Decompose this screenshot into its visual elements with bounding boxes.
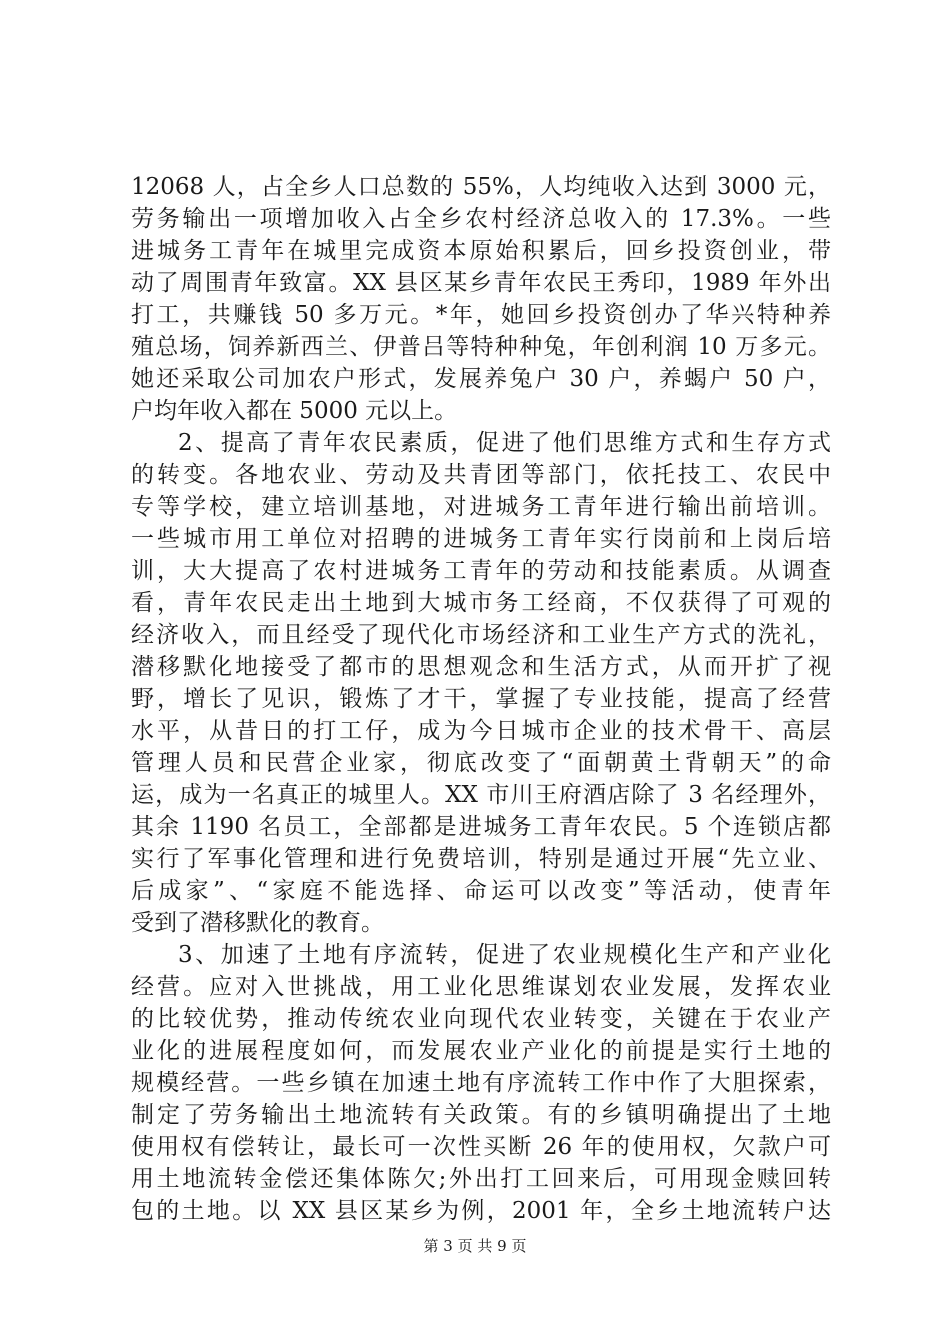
paragraph-line: 的转变。各地农业、劳动及共青团等部门，依托技工、农民中 [131, 462, 831, 488]
paragraph-line: 使用权有偿转让，最长可一次性买断 26 年的使用权，欠款户可 [131, 1134, 831, 1160]
paragraph-line: 包的土地。以 XX 县区某乡为例，2001 年，全乡土地流转户达 [131, 1198, 831, 1224]
paragraph-line: 12068 人，占全乡人口总数的 55%，人均纯收入达到 3000 元， [131, 174, 831, 200]
page-number-footer: 第 3 页 共 9 页 [423, 1237, 527, 1255]
paragraph-line: 她还采取公司加农户形式，发展养兔户 30 户，养蝎户 50 户， [131, 366, 831, 392]
paragraph-line: 动了周围青年致富。XX 县区某乡青年农民王秀印，1989 年外出 [131, 270, 831, 296]
paragraph-line: 后成家”、“家庭不能选择、命运可以改变”等活动，使青年 [131, 878, 831, 904]
paragraph-line: 殖总场，饲养新西兰、伊普吕等特种种兔，年创利润 10 万多元。 [131, 334, 831, 360]
paragraph-line: 的比较优势，推动传统农业向现代农业转变，关键在于农业产 [131, 1006, 831, 1032]
paragraph-line: 专等学校，建立培训基地，对进城务工青年进行输出前培训。 [131, 494, 831, 520]
paragraph-line: 看，青年农民走出土地到大城市务工经商，不仅获得了可观的 [131, 590, 831, 616]
paragraph-line: 3、加速了土地有序流转，促进了农业规模化生产和产业化 [178, 942, 831, 968]
paragraph-line: 管理人员和民营企业家，彻底改变了“面朝黄土背朝天”的命 [131, 750, 831, 776]
paragraph-line: 劳务输出一项增加收入占全乡农村经济总收入的 17.3%。一些 [131, 206, 831, 232]
paragraph-line: 运，成为一名真正的城里人。XX 市川王府酒店除了 3 名经理外， [131, 782, 831, 808]
paragraph-line: 业化的进展程度如何，而发展农业产业化的前提是实行土地的 [131, 1038, 831, 1064]
paragraph-line: 野，增长了见识，锻炼了才干，掌握了专业技能，提高了经营 [131, 686, 831, 712]
paragraph-line: 水平，从昔日的打工仔，成为今日城市企业的技术骨干、高层 [131, 718, 831, 744]
paragraph-line: 潜移默化地接受了都市的思想观念和生活方式，从而开扩了视 [131, 654, 831, 680]
paragraph-line: 受到了潜移默化的教育。 [131, 910, 384, 936]
paragraph-line: 用土地流转金偿还集体陈欠;外出打工回来后，可用现金赎回转 [131, 1166, 831, 1192]
paragraph-line: 经营。应对入世挑战，用工业化思维谋划农业发展，发挥农业 [131, 974, 831, 1000]
paragraph-line: 一些城市用工单位对招聘的进城务工青年实行岗前和上岗后培 [131, 526, 831, 552]
paragraph-line: 实行了军事化管理和进行免费培训，特别是通过开展“先立业、 [131, 846, 831, 872]
paragraph-line: 其余 1190 名员工，全部都是进城务工青年农民。5 个连锁店都 [131, 814, 831, 840]
paragraph-line: 制定了劳务输出土地流转有关政策。有的乡镇明确提出了土地 [131, 1102, 831, 1128]
paragraph-line: 进城务工青年在城里完成资本原始积累后，回乡投资创业，带 [131, 238, 831, 264]
paragraph-line: 训，大大提高了农村进城务工青年的劳动和技能素质。从调查 [131, 558, 831, 584]
paragraph-line: 经济收入，而且经受了现代化市场经济和工业生产方式的洗礼， [131, 622, 831, 648]
paragraph-line: 打工，共赚钱 50 多万元。*年，她回乡投资创办了华兴特种养 [131, 302, 831, 328]
paragraph-line: 2、提高了青年农民素质，促进了他们思维方式和生存方式 [178, 430, 831, 456]
paragraph-line: 规模经营。一些乡镇在加速土地有序流转工作中作了大胆探索， [131, 1070, 831, 1096]
paragraph-line: 户均年收入都在 5000 元以上。 [131, 398, 458, 424]
